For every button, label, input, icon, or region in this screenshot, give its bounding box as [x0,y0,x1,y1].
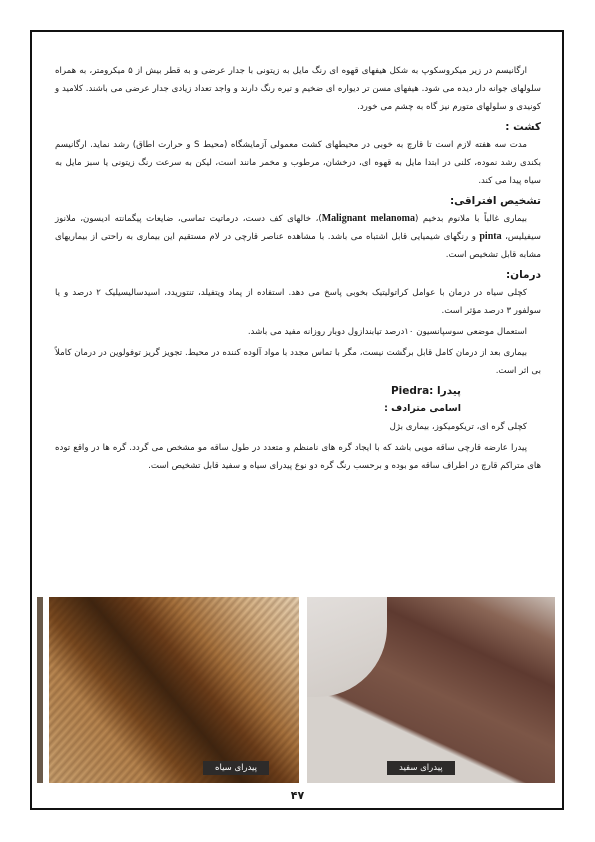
heading-differential-diagnosis: تشخیص افتراقی: [449,195,541,207]
paragraph-synonyms: کچلی گره ای، تریکومیکوز، بیماری بژل [389,422,527,432]
white-piedra-photo [307,597,555,783]
paragraph-treatment-1: کچلی سیاه در درمان با عوامل کراتولیتیک بخوبی پاسخ می دهد. استفاده از پماد ویتفیلد، تنتوریدد، اسیدسالیسیلیک ۲ درصد و یا سولفور ۳ درصد مؤثر است. [55,288,541,316]
paragraph-treatment-3: بیماری بعد از درمان کامل قابل برگشت نیست، مگر با تماس مجدد با مواد آلوده کننده در محیط. تجویز گریز توفولوین در درمان کاملاً بی اثر است. [55,348,541,376]
background-area [307,597,387,697]
page-content [55,62,541,478]
black-piedra-photo [49,597,299,783]
paragraph-differential: بیماری غالباً با ملانوم بدخیم (Malignant melanoma)، خالهای کف دست، درماتیت تماسی، ضایعات پیگمانته ادیسون، ملانوز سیفیلیس، pinta و رنگهای شیمیایی قابل اشتباه می باشد. با مشاهده عناصر قارچی در لام مستقیم این بیماری به راحتی از بیماریهای مشابه قابل تشخیص است. [55,213,542,260]
micrograph-row [37,597,559,787]
paragraph-piedra: پیدرا عارضه قارچی ساقه مویی باشد که با ایجاد گره های نامنظم و متعدد در طول ساقه مو مشخص می گردد. گره ها در واقع توده های متراکم قارچ در اطراف ساقه مو بوده و برحسب رنگ گره دو نوع پیدرای سیاه و سفید قابل تشخیص است. [55,443,541,471]
heading-culture: کشت : [505,121,541,133]
paragraph-treatment-2: استعمال موضعی سوسپانسیون ۱۰درصد تیابندازول دوبار روزانه مفید می باشد. [247,327,527,337]
black-piedra-caption: پیدرای سیاه [203,761,269,775]
paragraph-microscopy: ارگانیسم در زیر میکروسکوپ به شکل هیفهای قهوه ای رنگ مایل به زیتونی با جدار عرضی و به قطر بیش از ۵ میکرومتر، به همراه سلولهای جوانه دار دیده می شود. هیفهای مسن تر دیواره ای ضخیم و تیره رنگ دارند و واجد تعداد زیادی جدار عرضی می باشند. کلامید و کونیدی و سلولهای متورم نیز گاه به چشم می خورد. [55,66,541,112]
heading-piedra: پیدرا Piedra: [390,385,461,397]
photo-edge-strip [37,597,43,783]
heading-treatment: درمان: [505,269,541,281]
page-number: ۴۷ [290,789,305,802]
heading-synonyms: اسامی مترادف : [384,403,461,414]
white-piedra-caption: پیدرای سفید [387,761,455,775]
paragraph-culture: مدت سه هفته لازم است تا قارچ به خوبی در محیطهای کشت معمولی آزمایشگاه (محیط S و حرارت اطاق) رشد نماید. ارگانیسم بکندی رشد نموده، کلنی در ابتدا مایل به قهوه ای، درخشان، مرطوب و مخمر مانند است، لیکن به سرعت رنگ زیتونی یا سبز مایل به سیاه پیدا می کند. [55,140,541,186]
